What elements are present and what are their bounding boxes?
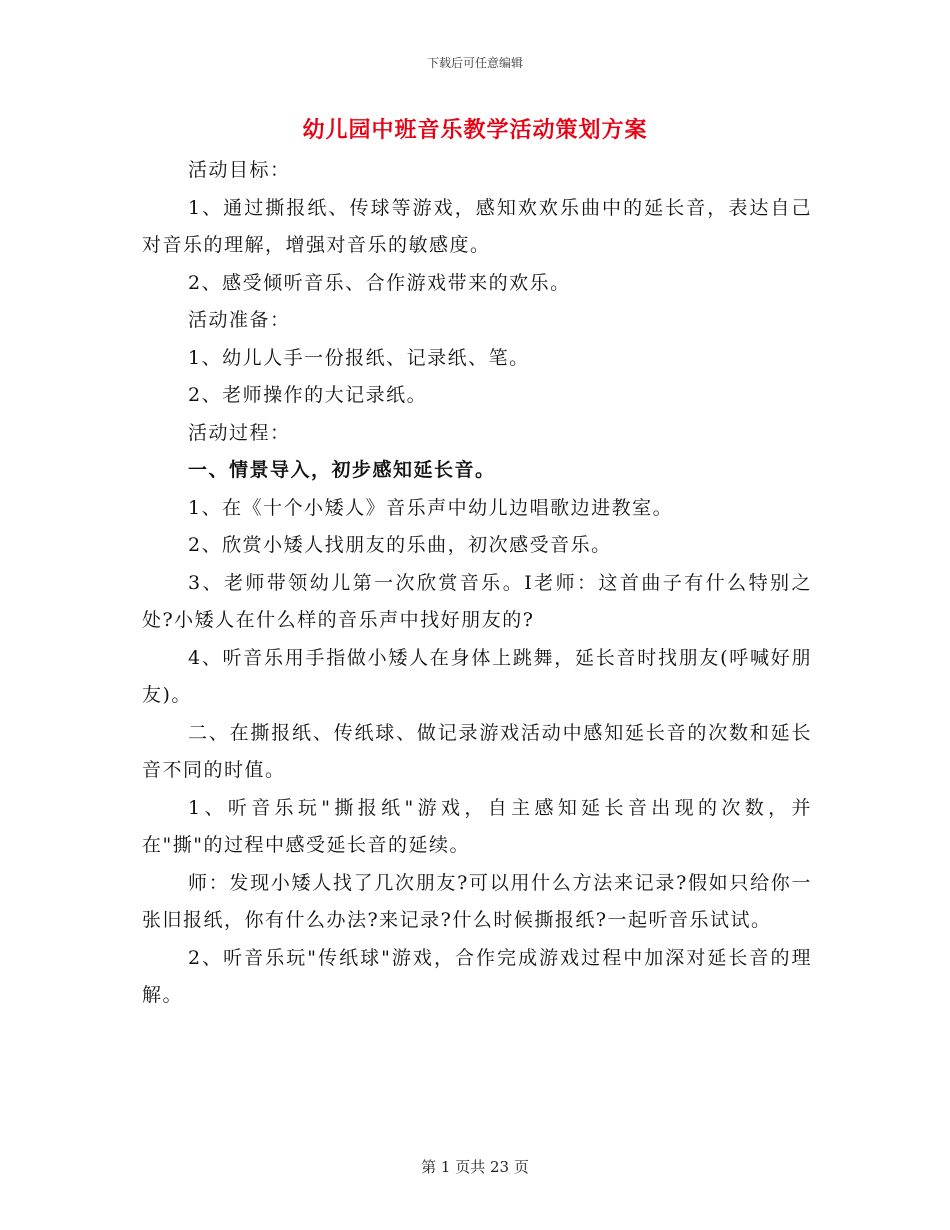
document-body	[142, 152, 812, 1015]
paragraph-step-1-2: 2、欣赏小矮人找朋友的乐曲，初次感受音乐。	[188, 534, 612, 556]
paragraph-step-1-4: 4、听音乐用手指做小矮人在身体上跳舞，延长音时找朋友(呼喊好朋友)。	[142, 646, 812, 706]
paragraph-goals-heading: 活动目标：	[188, 159, 291, 181]
paragraph-goal-2: 2、感受倾听音乐、合作游戏带来的欢乐。	[188, 271, 571, 294]
paragraph-step-2-2: 2、听音乐玩"传纸球"游戏，合作完成游戏过程中加深对延长音的理解。	[142, 946, 812, 1006]
paragraph-prep-heading: 活动准备：	[188, 309, 291, 331]
paragraph-step-2-1: 1、听音乐玩"撕报纸"游戏，自主感知延长音出现的次数，并在"撕"的过程中感受延长音的延续。	[142, 796, 812, 856]
paragraph-step-1-1: 1、在《十个小矮人》音乐声中幼儿边唱歌边进教室。	[188, 496, 674, 519]
paragraph-teacher-note: 师：发现小矮人找了几次朋友?可以用什么方法来记录?假如只给你一张旧报纸，你有什么办法?来记录?什么时候撕报纸?一起听音乐试试。	[142, 871, 812, 931]
document-title: 幼儿园中班音乐教学活动策划方案	[302, 117, 648, 143]
paragraph-goal-1: 1、通过撕报纸、传球等游戏，感知欢欢乐曲中的延长音，表达自己对音乐的理解，增强对音乐的敏感度。	[142, 196, 812, 256]
paragraph-prep-1: 1、幼儿人手一份报纸、记录纸、笔。	[188, 346, 530, 369]
paragraph-step-1-3: 3、老师带领幼儿第一次欣赏音乐。I老师：这首曲子有什么特别之处?小矮人在什么样的音乐声中找好朋友的?	[142, 571, 812, 631]
paragraph-prep-2: 2、老师操作的大记录纸。	[188, 384, 428, 406]
paragraph-section-1-heading: 一、情景导入，初步感知延长音。	[188, 459, 496, 481]
paragraph-section-2-heading: 二、在撕报纸、传纸球、做记录游戏活动中感知延长音的次数和延长音不同的时值。	[142, 721, 812, 781]
paragraph-process-heading: 活动过程：	[188, 421, 291, 444]
page-footer: 第 1 页共 23 页	[421, 1158, 529, 1176]
header-note: 下载后可任意编辑	[426, 56, 523, 70]
